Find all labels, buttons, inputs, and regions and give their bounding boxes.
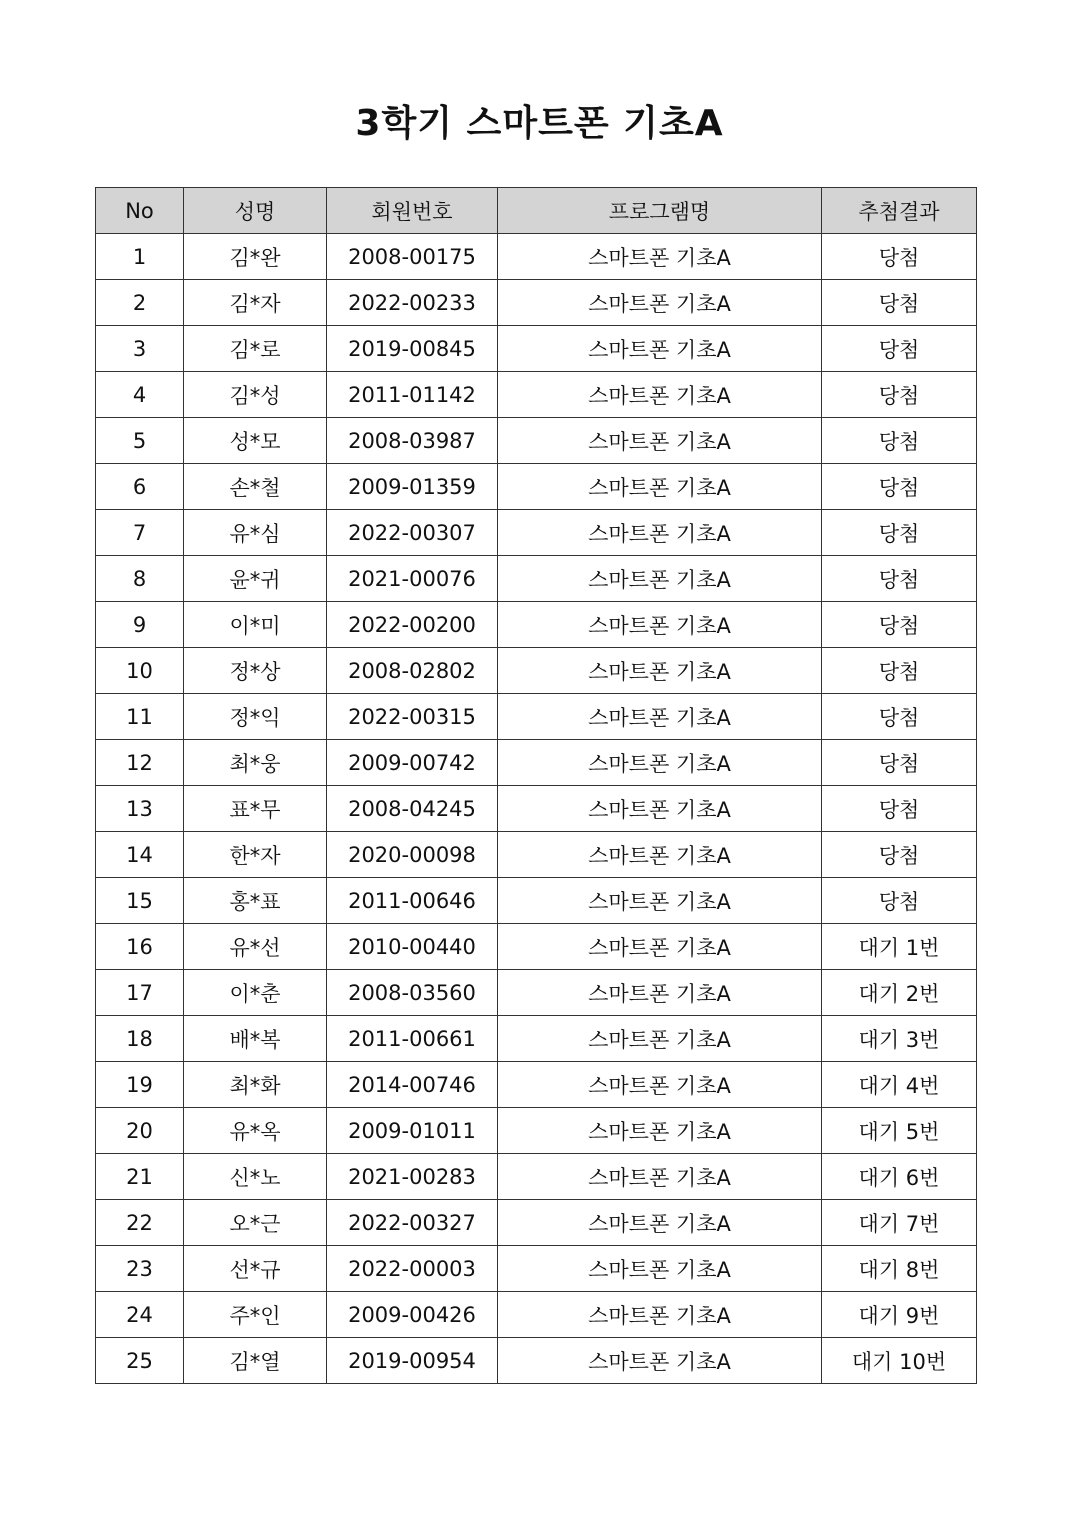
table-row (96, 1338, 977, 1384)
table-row (96, 740, 977, 786)
table-row (96, 418, 977, 464)
cell-name: 정*익 (184, 694, 327, 740)
cell-name: 김*열 (184, 1338, 327, 1384)
cell-member-id: 2008-03560 (327, 970, 498, 1016)
cell-result: 당첨 (822, 234, 977, 280)
cell-name: 최*웅 (184, 740, 327, 786)
cell-program: 스마트폰 기초A (498, 878, 822, 924)
cell-member-id: 2010-00440 (327, 924, 498, 970)
page-title: 3학기 스마트폰 기초A (355, 103, 724, 144)
table-row (96, 1108, 977, 1154)
cell-result: 대기 2번 (822, 970, 977, 1016)
cell-program: 스마트폰 기초A (498, 786, 822, 832)
table-row (96, 786, 977, 832)
cell-name: 김*성 (184, 372, 327, 418)
cell-result: 대기 1번 (822, 924, 977, 970)
cell-member-id: 2008-02802 (327, 648, 498, 694)
header-row (96, 188, 977, 234)
cell-name: 한*자 (184, 832, 327, 878)
cell-result: 대기 4번 (822, 1062, 977, 1108)
cell-member-id: 2021-00076 (327, 556, 498, 602)
cell-member-id: 2011-01142 (327, 372, 498, 418)
table-row (96, 280, 977, 326)
cell-member-id: 2008-03987 (327, 418, 498, 464)
cell-program: 스마트폰 기초A (498, 1292, 822, 1338)
cell-no: 20 (96, 1108, 184, 1154)
cell-name: 유*심 (184, 510, 327, 556)
cell-no: 17 (96, 970, 184, 1016)
cell-result: 당첨 (822, 372, 977, 418)
cell-no: 9 (96, 602, 184, 648)
cell-result: 당첨 (822, 832, 977, 878)
cell-program: 스마트폰 기초A (498, 510, 822, 556)
cell-result: 당첨 (822, 280, 977, 326)
cell-name: 유*선 (184, 924, 327, 970)
cell-program: 스마트폰 기초A (498, 1062, 822, 1108)
cell-no: 8 (96, 556, 184, 602)
cell-program: 스마트폰 기초A (498, 602, 822, 648)
cell-member-id: 2009-01011 (327, 1108, 498, 1154)
cell-name: 윤*귀 (184, 556, 327, 602)
table-row (96, 556, 977, 602)
cell-result: 당첨 (822, 878, 977, 924)
table-row (96, 464, 977, 510)
cell-result: 당첨 (822, 648, 977, 694)
cell-name: 최*화 (184, 1062, 327, 1108)
cell-no: 2 (96, 280, 184, 326)
cell-member-id: 2019-00954 (327, 1338, 498, 1384)
cell-member-id: 2022-00233 (327, 280, 498, 326)
table-row (96, 1016, 977, 1062)
cell-program: 스마트폰 기초A (498, 372, 822, 418)
table-row (96, 372, 977, 418)
table-row (96, 878, 977, 924)
cell-no: 5 (96, 418, 184, 464)
cell-program: 스마트폰 기초A (498, 1200, 822, 1246)
cell-member-id: 2011-00646 (327, 878, 498, 924)
cell-no: 23 (96, 1246, 184, 1292)
cell-result: 당첨 (822, 740, 977, 786)
table-header (96, 188, 977, 234)
cell-member-id: 2008-04245 (327, 786, 498, 832)
cell-member-id: 2020-00098 (327, 832, 498, 878)
cell-no: 18 (96, 1016, 184, 1062)
cell-member-id: 2022-00003 (327, 1246, 498, 1292)
table-body (96, 234, 977, 1384)
cell-program: 스마트폰 기초A (498, 1246, 822, 1292)
cell-result: 당첨 (822, 786, 977, 832)
cell-no: 7 (96, 510, 184, 556)
cell-member-id: 2011-00661 (327, 1016, 498, 1062)
cell-member-id: 2022-00327 (327, 1200, 498, 1246)
cell-result: 당첨 (822, 326, 977, 372)
cell-program: 스마트폰 기초A (498, 970, 822, 1016)
table-row (96, 832, 977, 878)
cell-member-id: 2014-00746 (327, 1062, 498, 1108)
cell-no: 15 (96, 878, 184, 924)
cell-no: 21 (96, 1154, 184, 1200)
cell-result: 대기 8번 (822, 1246, 977, 1292)
cell-name: 신*노 (184, 1154, 327, 1200)
cell-member-id: 2022-00200 (327, 602, 498, 648)
cell-program: 스마트폰 기초A (498, 464, 822, 510)
header-program: 프로그램명 (498, 188, 822, 234)
cell-member-id: 2009-01359 (327, 464, 498, 510)
table-row (96, 648, 977, 694)
table-row (96, 1062, 977, 1108)
table-row (96, 1292, 977, 1338)
table-row (96, 694, 977, 740)
cell-result: 대기 5번 (822, 1108, 977, 1154)
cell-name: 유*옥 (184, 1108, 327, 1154)
cell-no: 4 (96, 372, 184, 418)
cell-name: 배*복 (184, 1016, 327, 1062)
cell-member-id: 2022-00307 (327, 510, 498, 556)
cell-name: 오*근 (184, 1200, 327, 1246)
cell-name: 표*무 (184, 786, 327, 832)
cell-program: 스마트폰 기초A (498, 1016, 822, 1062)
cell-result: 대기 7번 (822, 1200, 977, 1246)
cell-result: 당첨 (822, 464, 977, 510)
cell-result: 대기 3번 (822, 1016, 977, 1062)
cell-no: 22 (96, 1200, 184, 1246)
cell-member-id: 2022-00315 (327, 694, 498, 740)
cell-no: 3 (96, 326, 184, 372)
cell-name: 선*규 (184, 1246, 327, 1292)
cell-no: 19 (96, 1062, 184, 1108)
table-row (96, 1246, 977, 1292)
cell-no: 10 (96, 648, 184, 694)
cell-program: 스마트폰 기초A (498, 1108, 822, 1154)
cell-name: 손*철 (184, 464, 327, 510)
cell-member-id: 2019-00845 (327, 326, 498, 372)
table-row (96, 326, 977, 372)
cell-no: 12 (96, 740, 184, 786)
cell-name: 김*자 (184, 280, 327, 326)
table-row (96, 1200, 977, 1246)
cell-no: 13 (96, 786, 184, 832)
cell-member-id: 2009-00426 (327, 1292, 498, 1338)
cell-result: 대기 6번 (822, 1154, 977, 1200)
table-row (96, 234, 977, 280)
cell-program: 스마트폰 기초A (498, 280, 822, 326)
cell-result: 당첨 (822, 556, 977, 602)
cell-program: 스마트폰 기초A (498, 832, 822, 878)
cell-program: 스마트폰 기초A (498, 648, 822, 694)
cell-program: 스마트폰 기초A (498, 1338, 822, 1384)
cell-name: 주*인 (184, 1292, 327, 1338)
cell-result: 대기 10번 (822, 1338, 977, 1384)
lottery-result-table (95, 187, 977, 1384)
cell-program: 스마트폰 기초A (498, 326, 822, 372)
cell-no: 16 (96, 924, 184, 970)
header-result: 추첨결과 (822, 188, 977, 234)
header-no: No (96, 188, 184, 234)
cell-no: 24 (96, 1292, 184, 1338)
cell-result: 대기 9번 (822, 1292, 977, 1338)
cell-program: 스마트폰 기초A (498, 418, 822, 464)
cell-name: 이*미 (184, 602, 327, 648)
table-row (96, 1154, 977, 1200)
cell-member-id: 2009-00742 (327, 740, 498, 786)
cell-result: 당첨 (822, 694, 977, 740)
cell-name: 성*모 (184, 418, 327, 464)
cell-no: 6 (96, 464, 184, 510)
cell-program: 스마트폰 기초A (498, 924, 822, 970)
cell-member-id: 2008-00175 (327, 234, 498, 280)
cell-name: 이*춘 (184, 970, 327, 1016)
cell-name: 정*상 (184, 648, 327, 694)
cell-name: 홍*표 (184, 878, 327, 924)
cell-no: 14 (96, 832, 184, 878)
cell-program: 스마트폰 기초A (498, 1154, 822, 1200)
table-row (96, 970, 977, 1016)
cell-program: 스마트폰 기초A (498, 234, 822, 280)
cell-name: 김*완 (184, 234, 327, 280)
cell-program: 스마트폰 기초A (498, 556, 822, 602)
cell-program: 스마트폰 기초A (498, 694, 822, 740)
cell-member-id: 2021-00283 (327, 1154, 498, 1200)
cell-result: 당첨 (822, 510, 977, 556)
table-row (96, 510, 977, 556)
header-member-id: 회원번호 (327, 188, 498, 234)
cell-name: 김*로 (184, 326, 327, 372)
cell-no: 11 (96, 694, 184, 740)
table-row (96, 924, 977, 970)
table-row (96, 602, 977, 648)
cell-result: 당첨 (822, 602, 977, 648)
cell-no: 25 (96, 1338, 184, 1384)
cell-result: 당첨 (822, 418, 977, 464)
cell-no: 1 (96, 234, 184, 280)
cell-program: 스마트폰 기초A (498, 740, 822, 786)
header-name: 성명 (184, 188, 327, 234)
